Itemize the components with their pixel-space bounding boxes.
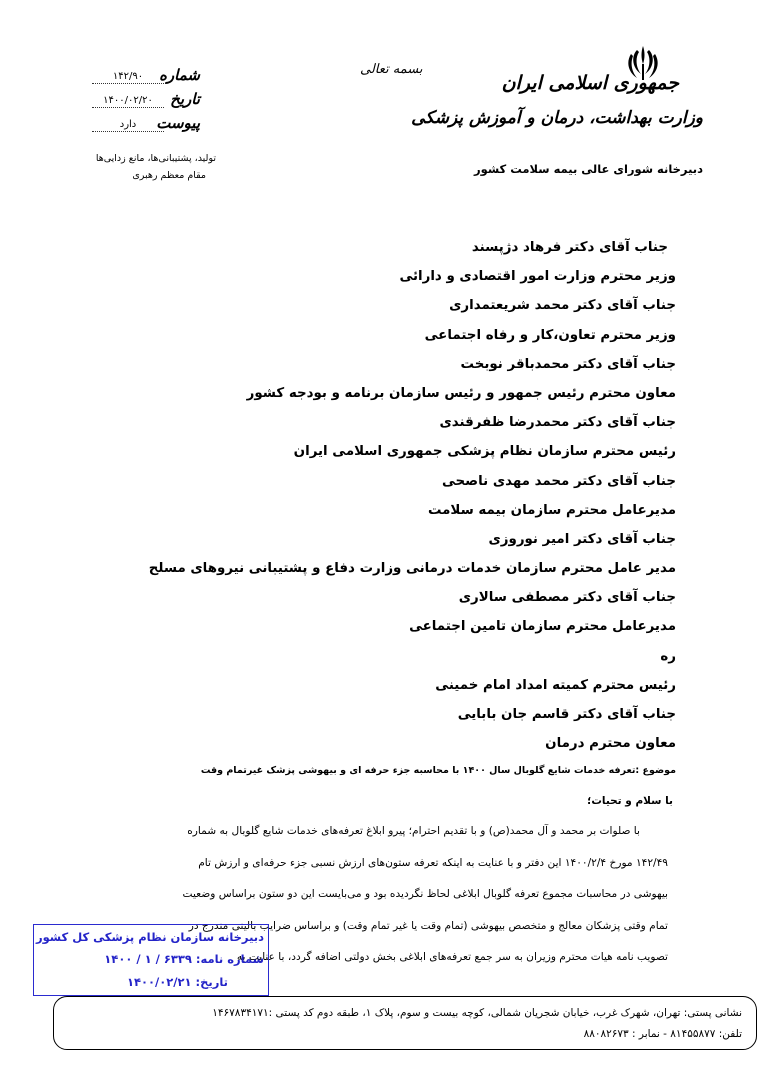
body-line: با صلوات بر محمد و آل محمد(ص) و با تقدیم احترام؛ پیرو ابلاغ تعرفه‌های خدمات شایع گلوبال به شماره <box>187 825 640 837</box>
recipient-line: وزیر محترم وزارت امور اقتصادی و دارائی <box>399 269 676 285</box>
recipient-line: معاون محترم رئیس جمهور و رئیس سازمان برنامه و بودجه کشور <box>246 385 676 401</box>
recipient-line: ره <box>660 648 676 664</box>
recipient-line: جناب آقای دکتر محمدباقر نوبخت <box>460 356 676 372</box>
body-line: تمام وقتی پزشکان معالج و متخصص بیهوشی (تمام وقت یا غیر تمام وقت) و براساس ضرایب بالینی مندرج در <box>188 919 668 932</box>
footer-address: نشانی پستی: تهران، شهرک غرب، خیابان شجریان شمالی، کوچه بیست و سوم، پلاک ۱، طبقه دوم کد پستی :۱۴۶۷۸۳۴۱۷۱ <box>212 1007 742 1019</box>
reference-date-label: تاریخ <box>170 90 200 108</box>
recipient-line: مدیرعامل محترم سازمان بیمه سلامت <box>427 502 676 518</box>
slogan-attribution: مقام معظم رهبری <box>132 170 206 181</box>
reference-attachment-value: دارد <box>92 119 164 132</box>
stamp-title: دبیرخانه سازمان نظام پزشکی کل کشور <box>35 930 264 944</box>
recipient-list <box>116 233 676 758</box>
reference-number-label: شماره <box>159 66 200 84</box>
recipient-line: رئیس محترم کمیته امداد امام خمینی <box>435 677 676 693</box>
body-line: ۱۴۲/۴۹ مورخ ۱۴۰۰/۲/۴ این دفتر و با عنایت به اینکه تعرفه ستون‌های ارزش نسبی جزء حرفه‌ای و ارزش تام <box>198 856 668 869</box>
republic-title: جمهوری اسلامی ایران <box>501 72 679 94</box>
ministry-title: وزارت بهداشت، درمان و آموزش پزشکی <box>411 108 703 128</box>
received-stamp <box>33 924 269 996</box>
slogan <box>76 150 216 184</box>
recipient-line: جناب آقای دکتر قاسم جان بابایی <box>457 707 676 722</box>
recipient-line: جناب آقای دکتر محمدرضا ظفرقندی <box>439 415 676 431</box>
recipient-line: جناب آقای دکتر محمد شریعتمداری <box>449 298 676 314</box>
recipient-line: رئیس محترم سازمان نظام پزشکی جمهوری اسلامی ایران <box>293 444 676 460</box>
reference-date-row <box>88 86 200 108</box>
footer-address-box <box>53 996 757 1050</box>
footer-phone: تلفن: ۸۱۴۵۵۸۷۷ - نمابر : ۸۸۰۸۲۶۷۳ <box>583 1028 742 1040</box>
reference-number-value: ۱۴۲/۹۰ <box>92 71 164 84</box>
recipient-line: جناب آقای دکتر مصطفی سالاری <box>458 590 676 606</box>
recipient-line: معاون محترم درمان <box>545 736 676 752</box>
stamp-number: شماره نامه: ۶۳۳۹ / ۱ / ۱۴۰۰ <box>104 952 264 966</box>
slogan-line: تولید، پشتیبانی‌ها، مانع زدایی‌ها <box>95 153 216 164</box>
recipient-line: مدیر عامل محترم سازمان خدمات درمانی وزارت دفاع و پشتیبانی نیروهای مسلح <box>148 561 676 577</box>
council-title: دبیرخانه شورای عالی بیمه سلامت کشور <box>474 162 703 176</box>
body-line: بیهوشی در محاسبات مجموع تعرفه گلوبال ابلاغی لحاظ نگردیده بود و می‌بایست این دو ستون براساس وضعیت <box>182 888 668 900</box>
recipient-line: جناب آقای دکتر امیر نوروزی <box>488 531 676 547</box>
body-line: تصویب نامه هیات محترم وزیران به سر جمع تعرفه‌های ابلاغی بخش دولتی اضافه گردد، با عنایت به <box>236 951 668 963</box>
stamp-date: تاریخ: ۱۴۰۰/۰۲/۲۱ <box>126 975 228 989</box>
reference-attachment-label: پیوست <box>156 114 200 132</box>
reference-date-value: ۱۴۰۰/۰۲/۲۰ <box>92 95 164 108</box>
letter-subject: موضوع :تعرفه خدمات شایع گلوبال سال ۱۴۰۰ با محاسبه جزء حرفه ای و بیهوشی پزشک غیرتمام وقت <box>200 765 676 776</box>
letter-greeting: با سلام و تحیات؛ <box>587 795 673 807</box>
recipient-line: جناب آقای دکتر فرهاد دژپسند <box>471 240 668 255</box>
bismillah: بسمه تعالی <box>360 62 423 77</box>
recipient-line: جناب آقای دکتر محمد مهدی ناصحی <box>441 473 676 489</box>
reference-attachment-row <box>88 110 200 132</box>
reference-number-row <box>88 62 200 84</box>
recipient-line: وزیر محترم تعاون،کار و رفاه اجتماعی <box>424 327 676 343</box>
recipient-line: مدیرعامل محترم سازمان تامین اجتماعی <box>409 619 676 635</box>
